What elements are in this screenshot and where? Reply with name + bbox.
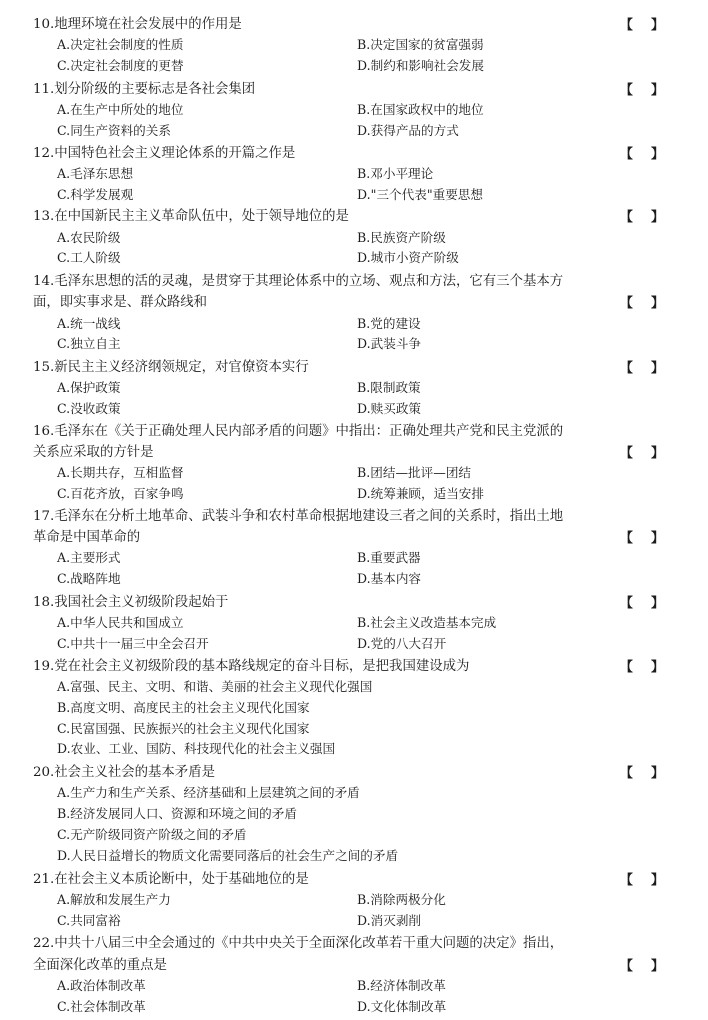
option-a: A.政治体制改革 (57, 977, 146, 993)
option-c: C.没收政策 (57, 401, 121, 417)
option-a: A.解放和发展生产力 (57, 891, 171, 907)
answer-bracket[interactable]: 【 】 (619, 361, 664, 377)
option-c: C.中共十一届三中全会召开 (57, 635, 209, 651)
options-list (33, 976, 664, 1018)
question-stem: 16.毛泽东在《关于正确处理人民内部矛盾的问题》中指出：正确处理共产党和民主党派的关系应采取的方针是 (33, 423, 564, 461)
options-list (33, 890, 664, 932)
option-a: A.中华人民共和国成立 (57, 615, 184, 631)
option-b: B.限制政策 (357, 380, 421, 396)
options-list (33, 783, 664, 866)
question-18 (33, 592, 664, 655)
option-a: A.统一战线 (57, 315, 121, 331)
option-c: C.独立自主 (57, 336, 121, 352)
answer-bracket[interactable]: 【 】 (619, 766, 664, 782)
option-a: A.生产力和生产关系、经济基础和上层建筑之间的矛盾 (57, 785, 360, 801)
option-a: A.毛泽东思想 (57, 165, 134, 181)
option-a: A.保护政策 (57, 380, 121, 396)
option-d: D.人民日益增长的物质文化需要同落后的社会生产之间的矛盾 (57, 847, 399, 863)
option-d: D.基本内容 (357, 571, 422, 587)
question-21 (33, 869, 664, 932)
option-d: D.文化体制改革 (357, 998, 447, 1014)
question-10 (33, 14, 664, 77)
option-b: B.重要武器 (357, 550, 421, 566)
option-b: B.经济发展同人口、资源和环境之间的矛盾 (57, 806, 297, 822)
option-b: B.团结—批评—团结 (357, 465, 472, 481)
option-d: D.武装斗争 (357, 336, 422, 352)
answer-bracket[interactable]: 【 】 (619, 958, 664, 974)
option-b: B.在国家政权中的地位 (357, 102, 484, 117)
option-c: C.百花齐放，百家争鸣 (57, 486, 184, 502)
option-c: C.民富国强、民族振兴的社会主义现代化国家 (57, 720, 310, 736)
answer-bracket[interactable]: 【 】 (619, 146, 664, 162)
question-15 (33, 357, 664, 420)
options-list (33, 228, 664, 270)
question-11 (33, 79, 664, 142)
question-22 (33, 933, 664, 1017)
options-list (33, 164, 664, 206)
answer-bracket[interactable]: 【 】 (619, 446, 664, 462)
answer-bracket[interactable]: 【 】 (619, 210, 664, 226)
option-b: B.决定国家的贫富强弱 (357, 37, 484, 53)
option-d: D.赎买政策 (357, 401, 422, 417)
option-a: A.农民阶级 (57, 229, 121, 245)
option-a: A.决定社会制度的性质 (57, 37, 184, 53)
option-d: D.农业、工业、国防、科技现代化的社会主义强国 (57, 741, 336, 757)
question-stem: 14.毛泽东思想的活的灵魂，是贯穿于其理论体系中的立场、观点和方法，它有三个基本方面，即实事求是、群众路线和 (33, 274, 564, 311)
option-d: D.统筹兼顾，适当安排 (357, 486, 484, 502)
question-12 (33, 143, 664, 206)
options-list (33, 35, 664, 77)
option-a: A.主要形式 (57, 550, 121, 566)
option-d: D.制约和影响社会发展 (357, 58, 484, 73)
option-b: B.高度文明、高度民主的社会主义现代化国家 (57, 699, 310, 715)
option-c: C.工人阶级 (57, 250, 121, 266)
option-b: B.社会主义改造基本完成 (357, 615, 497, 631)
question-stem: 22.中共十八届三中全会通过的《中共中央关于全面深化改革若干重大问题的决定》指出，全面深化改革的重点是 (33, 936, 564, 973)
question-16 (33, 421, 664, 505)
answer-bracket[interactable]: 【 】 (619, 872, 664, 888)
answer-bracket[interactable]: 【 】 (619, 595, 664, 611)
options-list (33, 314, 664, 356)
options-list (33, 613, 664, 655)
question-stem: 19.党在社会主义初级阶段的基本路线规定的奋斗目标，是把我国建设成为 (33, 658, 470, 674)
option-d: D."三个代表"重要思想 (357, 186, 483, 202)
question-stem: 11.划分阶级的主要标志是各社会集团 (33, 81, 256, 97)
option-d: D.党的八大召开 (357, 635, 447, 651)
option-b: B.邓小平理论 (357, 165, 434, 181)
answer-bracket[interactable]: 【 】 (619, 659, 664, 675)
question-stem: 15.新民主主义经济纲领规定，对官僚资本实行 (33, 360, 309, 376)
option-c: C.决定社会制度的更替 (57, 58, 184, 73)
option-c: C.科学发展观 (57, 186, 134, 202)
question-stem: 18.我国社会主义初级阶段起始于 (33, 594, 229, 610)
question-19 (33, 656, 664, 760)
option-c: C.同生产资料的关系 (57, 122, 171, 138)
question-stem: 13.在中国新民主主义革命队伍中，处于领导地位的是 (33, 209, 349, 225)
option-d: D.获得产品的方式 (357, 122, 459, 138)
answer-bracket[interactable]: 【 】 (619, 18, 664, 33)
option-d: D.消灭剥削 (357, 912, 422, 928)
option-a: A.在生产中所处的地位 (57, 102, 184, 117)
question-stem: 20.社会主义社会的基本矛盾是 (33, 765, 215, 781)
option-c: C.无产阶级同资产阶级之间的矛盾 (57, 826, 247, 842)
question-stem: 21.在社会主义本质论断中，处于基础地位的是 (33, 871, 309, 887)
options-list (33, 548, 664, 590)
option-c: C.战略阵地 (57, 571, 121, 587)
question-stem: 12.中国特色社会主义理论体系的开篇之作是 (33, 145, 296, 161)
option-c: C.社会体制改革 (57, 998, 146, 1014)
answer-bracket[interactable]: 【 】 (619, 82, 664, 98)
question-14 (33, 271, 664, 355)
answer-bracket[interactable]: 【 】 (619, 296, 664, 312)
option-b: B.民族资产阶级 (357, 229, 446, 245)
question-stem: 10.地理环境在社会发展中的作用是 (33, 17, 242, 32)
option-b: B.党的建设 (357, 315, 421, 331)
answer-bracket[interactable]: 【 】 (619, 531, 664, 547)
options-list (33, 463, 664, 505)
question-20 (33, 762, 664, 866)
option-a: A.长期共存，互相监督 (57, 465, 184, 481)
question-13 (33, 206, 664, 269)
question-stem: 17.毛泽东在分析土地革命、武装斗争和农村革命根据地建设三者之间的关系时，指出土地革命是中国革命的 (33, 508, 564, 546)
options-list (33, 100, 664, 142)
option-a: A.富强、民主、文明、和谐、美丽的社会主义现代化强国 (57, 678, 373, 694)
option-d: D.城市小资产阶级 (357, 250, 459, 266)
question-17 (33, 506, 664, 590)
option-b: B.经济体制改革 (357, 977, 446, 993)
options-list (33, 677, 664, 760)
option-c: C.共同富裕 (57, 912, 121, 928)
options-list (33, 378, 664, 420)
option-b: B.消除两极分化 (357, 891, 446, 907)
